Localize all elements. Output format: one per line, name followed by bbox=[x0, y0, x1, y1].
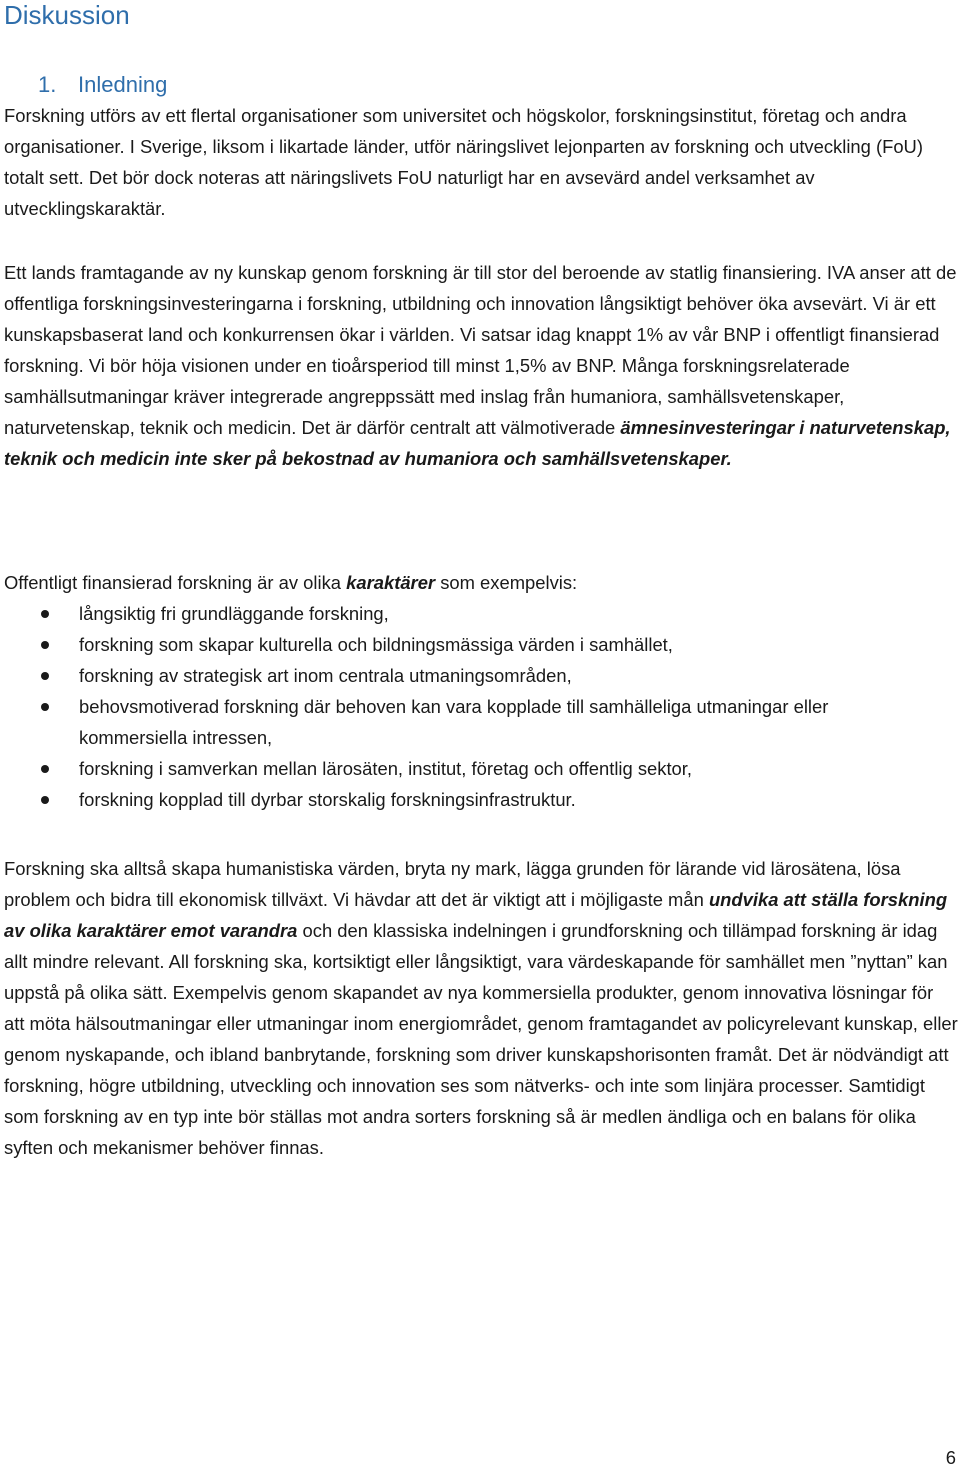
paragraph-funding-text: Ett lands framtagande av ny kunskap genom forskning är till stor del beroende av statlig finansiering. IVA anser att de offentliga forskningsinvesteringarna i forskning, utbildning och innovation långsiktigt behöver öka avsevärt. Vi är ett kunskapsbaserat land och konkurrensen ökar i världen. Vi satsar idag knappt 1% av vår BNP i offentligt finansierad forskning. Vi bör höja visionen under en tioårsperiod till minst 1,5% av BNP. Många forskningsrelaterade samhällsutmaningar kräver integrerade angreppssätt med inslag från humaniora, samhällsvetenskaper, naturvetenskap, teknik och medicin. Det är därför centralt att välmotiverade bbox=[4, 262, 957, 438]
list-item bbox=[0, 598, 899, 629]
bullet-icon bbox=[41, 672, 49, 680]
section-heading bbox=[38, 70, 167, 100]
bullet-icon bbox=[41, 610, 49, 618]
list-item-text: forskning som skapar kulturella och bildningsmässiga värden i samhället, bbox=[79, 634, 673, 655]
types-intro-after: som exempelvis: bbox=[435, 572, 578, 593]
list-item bbox=[0, 784, 899, 815]
list-item bbox=[0, 660, 899, 691]
research-types-list bbox=[0, 598, 960, 815]
list-item-text: forskning kopplad till dyrbar storskalig forskningsinfrastruktur. bbox=[79, 789, 576, 810]
page-number: 6 bbox=[945, 1447, 956, 1468]
list-item-text: behovsmotiverad forskning där behoven kan vara kopplade till samhälleliga utmaningar eller kommersiella intressen, bbox=[79, 696, 829, 748]
bullet-icon bbox=[41, 796, 49, 804]
list-item-text: forskning av strategisk art inom centrala utmaningsområden, bbox=[79, 665, 572, 686]
paragraph-funding bbox=[4, 257, 958, 474]
list-item-text: långsiktig fri grundläggande forskning, bbox=[79, 603, 389, 624]
paragraph-conclusion bbox=[4, 853, 958, 1163]
bullet-icon bbox=[41, 641, 49, 649]
list-item bbox=[0, 629, 899, 660]
types-intro-before: Offentligt finansierad forskning är av olika bbox=[4, 572, 347, 593]
bullet-icon bbox=[41, 765, 49, 773]
bullet-icon bbox=[41, 703, 49, 711]
list-item bbox=[0, 691, 899, 753]
conclusion-emphasis: undvika att ställa forskning av olika karaktärer emot varandra bbox=[4, 889, 948, 941]
types-intro-emphasis: karaktärer bbox=[346, 572, 436, 593]
section-title: Inledning bbox=[78, 72, 168, 97]
document-title: Diskussion bbox=[4, 0, 130, 30]
paragraph-funding-emphasis: ämnesinvesteringar i naturvetenskap, teknik och medicin inte sker på bekostnad av humaniora och samhällsvetenskaper. bbox=[4, 417, 951, 469]
paragraph-intro: Forskning utförs av ett flertal organisationer som universitet och högskolor, forskningsinstitut, företag och andra organisationer. I Sverige, liksom i likartade länder, utför näringslivet lejonparten av forskning och utveckling (FoU) totalt sett. Det bör dock noteras att näringslivets FoU naturligt har en avsevärd andel verksamhet av utvecklingskaraktär. bbox=[4, 105, 923, 219]
list-item bbox=[0, 753, 899, 784]
conclusion-after: och den klassiska indelningen i grundforskning och tillämpad forskning är idag allt mindre relevant. All forskning ska, kortsiktigt eller långsiktigt, vara värdeskapande för samhället men ”nyttan” kan uppstå på olika sätt. Exempelvis genom skapandet av nya kommersiella produkter, genom innovativa lösningar för att möta hälsoutmaningar eller utmaningar inom energiområdet, genom framtagandet av policyrelevant kunskap, eller genom nyskapande, och ibland banbrytande, forskning som driver kunskapshorisonten framåt. Det är nödvändigt att forskning, högre utbildning, utveckling och innovation ses som nätverks- och inte som linjära processer. Samtidigt som forskning av en typ inte bör ställas mot andra sorters forskning så är medlen ändliga och en balans för olika syften och mekanismer behöver finnas. bbox=[4, 920, 958, 1158]
list-item-text: forskning i samverkan mellan lärosäten, institut, företag och offentlig sektor, bbox=[79, 758, 692, 779]
conclusion-before: Forskning ska alltså skapa humanistiska värden, bryta ny mark, lägga grunden för lärande vid lärosätena, lösa problem och bidra till ekonomisk tillväxt. Vi hävdar att det är viktigt att i möjligaste mån bbox=[4, 858, 901, 910]
section-number: 1. bbox=[38, 72, 57, 97]
paragraph-types-intro bbox=[4, 567, 958, 598]
